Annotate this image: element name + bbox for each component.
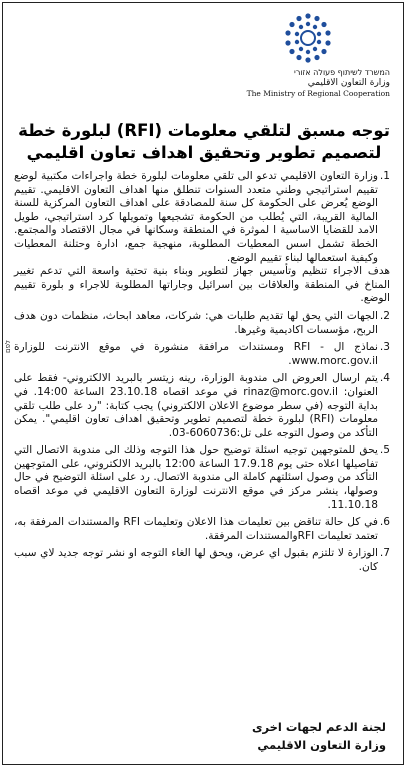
clause-text: الوزارة لا تلتزم بقبول اي عرض، ويحق لها الغاء التوجه او نشر توجه جديد لاي سبب كان.: [14, 547, 378, 574]
clause-5: [14, 444, 390, 512]
clause-number: 4.: [379, 372, 390, 385]
clause-number: 2.: [379, 309, 390, 322]
ministry-name-english: The Ministry of Regional Cooperation: [246, 89, 390, 98]
clause-text: في كل حالة تناقض بين تعليمات هذا الاعلان وتعليمات RFI والمستندات المرفقة به، تعتمد تعليمات RFIوالمستندات المرفقة.: [14, 516, 378, 542]
announcement-title: [14, 120, 394, 164]
clause-1-extra: هدف الاجراء تنظيم وتأسيس جهاز لتطوير وبناء بنية تحتية واسعة التي تدعم تغيير المناخ في المنطقة والعلاقات بين اسرائيل وجاراتها المطلوبة للاجراء و بلورة تقييم الوضع.: [14, 265, 390, 305]
ministry-name-arabic: وزارة التعاون الاقليمي: [307, 78, 390, 88]
title-line-1: توجه مسبق لتلقي معلومات (RFI) لبلورة خطة: [18, 121, 390, 140]
clause-number: 5.: [379, 444, 390, 457]
clause-7: [14, 547, 390, 574]
clause-text: الجهات التي يحق لها تقديم طلبات هي: شركات، معاهد ابحاث، منظمات دون هدف الربح، مؤسسات اكاديمية وغيرها.: [14, 309, 378, 336]
signature-ministry: وزارة التعاون الاقليمي: [257, 738, 386, 752]
clause-text: يتم ارسال العروض الى مندوبة الوزارة، رينه زيتسر بالبريد الالكتروني- فقط على العنوان: rinaz@morc.gov.il في موعد اقصاه 23.10.18 الساعة 14:00. في بداية التوجه (في سطر موضوع الاعلان الالكتروني) يجب كتابة: "رد على طلب تلقي معلومات (RFI) لبلورة خطة لتصميم تطوير وتحقيق اهداف تعاون اقليمي". يمكن التأكد من وصول التوجه على تل:6060736-03.: [14, 372, 378, 439]
clause-4: [14, 372, 390, 440]
title-line-2: لتصميم تطوير وتحقيق اهداف تعاون اقليمي: [26, 143, 382, 162]
gear-emblem-icon: [280, 10, 336, 66]
announcement-body: [14, 170, 390, 575]
clause-6: [14, 516, 390, 543]
clause-number: 3.: [379, 341, 390, 354]
clause-text: نماذج ال - RFI ومستندات مرافقة منشورة في موقع الانترنت للوزارة www.morc.gov.il.: [14, 341, 378, 367]
clause-text: يحق للمتوجهين توجيه اسئلة توضيح حول هذا التوجه وذلك الى مندوبة الاتصال التي تفاصيلها اعلاه حتى يوم 17.9.18 الساعة 12:00 بالبريد الالكتروني، على المتوجهين التأكد من وصول اسئلتهم كاملة الى مندوبة الاتصال. رد على اسئلة التوضيح في حال وصولها، ينشر مركز في موقع الانترنت لوزارة التعاون الاقليمي في موعد اقصاه 11.10.18.: [14, 444, 378, 511]
side-code: לפם: [4, 340, 12, 353]
clause-number: 6.: [379, 516, 390, 529]
signature-committee: لجنة الدعم لجهات اخرى: [251, 720, 386, 734]
clause-3: [14, 341, 390, 368]
clause-1: [14, 170, 390, 265]
clause-2: [14, 310, 390, 337]
signature-block: [14, 718, 386, 754]
ministry-name-hebrew: המשרד לשיתוף פעולה אזורי: [294, 68, 390, 77]
clause-number: 1.: [379, 170, 390, 182]
clause-number: 7.: [379, 547, 390, 560]
clause-text: وزارة التعاون الاقليمي تدعو الى تلقي معلومات لبلورة خطة واجراءات مكتبية لوضع تقييم استراتيجي وطني متعدد السنوات تنطلق منها اهداف التعاون الاقليمي. تقييم الوضع يُعرض على الحكومة كل سنة للمصادقة على اهداف التعاون المركزية للسنة المالية القريبة، التي يُطلب من الحكومة تشجيعها وتمويلها كرد استراتيجي، طويل الامد للقضايا الاساسية ا لموثرة في المنطقة وسكانها في مجال الاقتصاد والمجتمع. الخطة تشمل اسس المعطيات المطلوبة، منهجية جمع، ادارة وحتلنة المعطيات وكيفية استعمالها لبناء تقييم الوضع.: [14, 170, 378, 264]
